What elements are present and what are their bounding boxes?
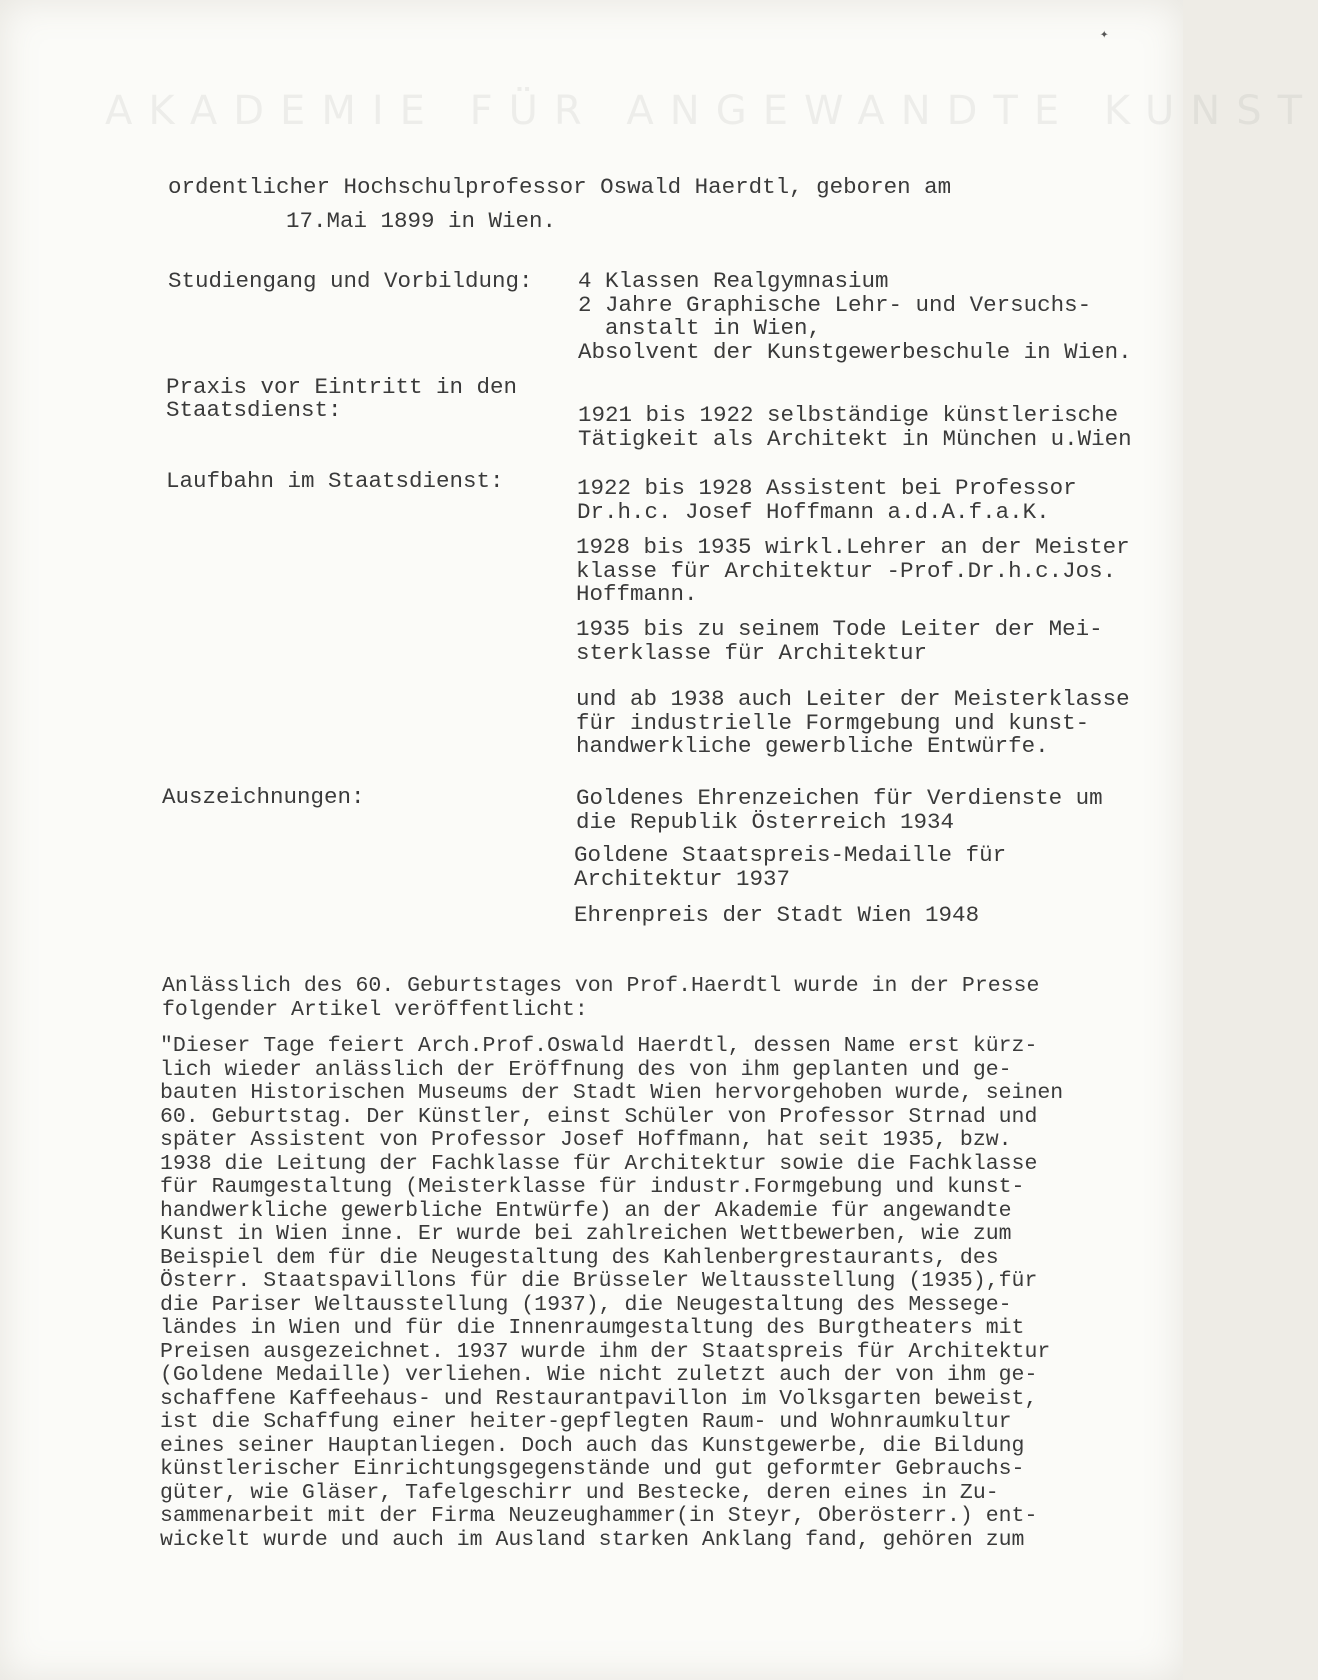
value-laufbahn-2: 1928 bis 1935 wirkl.Lehrer an der Meister klasse für Architektur -Prof.Dr.h.c.Jos. Hoffmann.	[576, 534, 1130, 607]
label-auszeichnungen: Auszeichnungen:	[162, 784, 365, 810]
value-auszeichnung-1: Goldenes Ehrenzeichen für Verdienste um die Republik Österreich 1934	[576, 785, 1103, 835]
header-line-2: 17.Mai 1899 in Wien.	[286, 208, 557, 234]
value-auszeichnung-2: Goldene Staatspreis-Medaille für Architektur 1937	[574, 842, 1007, 892]
value-studiengang: 4 Klassen Realgymnasium 2 Jahre Graphische Lehr- und Versuchs- anstalt in Wien, Absolvent der Kunstgewerbeschule in Wien.	[578, 268, 1132, 365]
header-line-1: ordentlicher Hochschulprofessor Oswald Haerdtl, geboren am	[168, 174, 952, 200]
value-laufbahn-1: 1922 bis 1928 Assistent bei Professor Dr.h.c. Josef Hoffmann a.d.A.f.a.K.	[577, 475, 1077, 525]
value-praxis: 1921 bis 1922 selbständige künstlerische Tätigkeit als Architekt in München u.Wien	[578, 402, 1132, 452]
corner-mark: ✦	[1100, 27, 1109, 43]
intro-paragraph: Anlässlich des 60. Geburtstages von Prof.Haerdtl wurde in der Presse folgender Artikel veröffentlicht:	[162, 974, 1040, 1022]
article-text: "Dieser Tage feiert Arch.Prof.Oswald Haerdtl, dessen Name erst kürz- lich wieder anlässlich der Eröffnung des von ihm geplanten und ge- bauten Historischen Museums der Stadt Wien hervorgehoben wurde, seinen 60. Geburtstag. Der Künstler, einst Schüler von Professor Strnad und später Assistent von Professor Josef Hoffmann, hat seit 1935, bzw. 1938 die Leitung der Fachklasse für Architektur sowie die Fachklasse für Raumgestaltung (Meisterklasse für industr.Formgebung und kunst- handwerkliche gewerbliche Entwürfe) an der Akademie für angewandte Kunst in Wien inne. Er wurde bei zahlreichen Wettbewerben, wie zum Beispiel dem für die Neugestaltung des Kahlenbergrestaurants, des Österr. Staatspavillons für die Brüsseler Weltausstellung (1935),für die Pariser Weltausstellung (1937), die Neugestaltung des Messege- ländes in Wien und für die Innenraumgestaltung des Burgtheaters mit Preisen ausgezeichnet. 1937 wurde ihm der Staatspreis für Architektur (Goldene Medaille) verliehen. Wie nicht zuletzt auch der von ihm ge- schaffene Kaffeehaus- und Restaurantpavillon im Volksgarten beweist, ist die Schaffung einer heiter-gepflegten Raum- und Wohnraumkultur eines seiner Hauptanliegen. Doch auch das Kunstgewerbe, die Bildung künstlerischer Einrichtungsgegenstände und gut geformter Gebrauchs- güter, wie Gläser, Tafelgeschirr und Bestecke, deren eines in Zu- sammenarbeit mit der Firma Neuzeughammer(in Steyr, Oberösterr.) ent- wickelt wurde und auch im Ausland starken Anklang fand, gehören zum	[160, 1034, 1064, 1552]
value-laufbahn-3: 1935 bis zu seinem Tode Leiter der Mei- sterklasse für Architektur	[576, 616, 1103, 666]
faded-letterhead: AKADEMIE FÜR ANGEWANDTE KUNST	[105, 88, 1318, 134]
value-auszeichnung-3: Ehrenpreis der Stadt Wien 1948	[574, 902, 980, 928]
value-laufbahn-4: und ab 1938 auch Leiter der Meisterklasse für industrielle Formgebung und kunst- handwerkliche gewerbliche Entwürfe.	[576, 686, 1130, 759]
label-praxis: Praxis vor Eintritt in den Staatsdienst:	[166, 374, 518, 423]
label-laufbahn: Laufbahn im Staatsdienst:	[166, 468, 504, 494]
label-studiengang: Studiengang und Vorbildung:	[168, 268, 533, 294]
